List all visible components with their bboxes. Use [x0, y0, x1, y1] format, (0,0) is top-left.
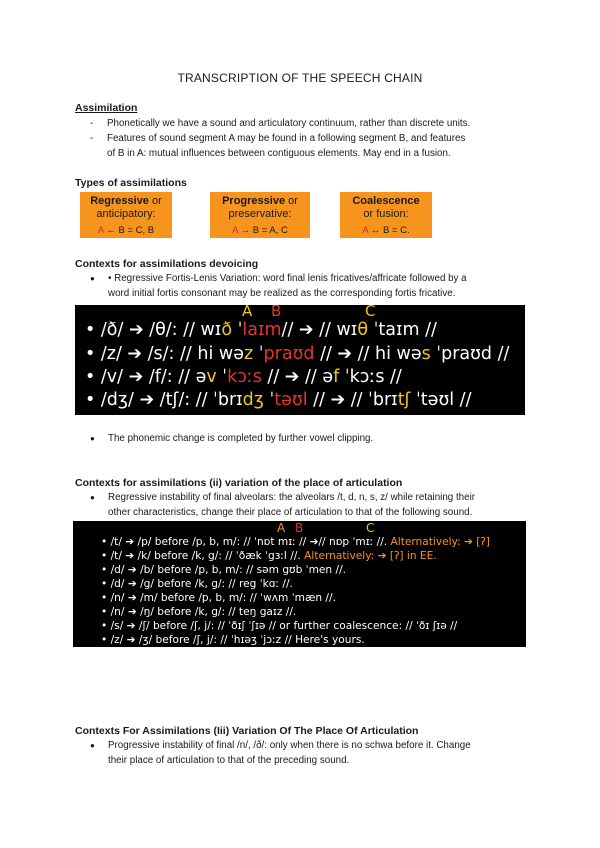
devoicing-line: [85, 344, 509, 364]
devoicing-line: [85, 367, 402, 387]
transcription-segment: laɪm: [242, 320, 282, 340]
box-formula: [80, 224, 172, 237]
devoicing-heading: Contexts for assimilations devoicing: [75, 258, 259, 270]
list-item-text: Progressive instability of final /n/, /ð/: only when there is no schwa before it. Change: [108, 740, 471, 751]
list-item-text: word initial fortis consonant may be realized as the corresponding fortis fricative.: [108, 288, 456, 299]
box-title: Progressive: [222, 195, 286, 207]
transcription-segment: ˈpraʊd //: [430, 344, 510, 364]
letter-b: B: [271, 302, 282, 320]
devoicing-line: [85, 390, 471, 410]
coalescence-box: [340, 192, 432, 238]
place-line: [101, 620, 457, 632]
place-line: [101, 634, 365, 646]
transcription-segment: ˈkɔːs //: [339, 367, 402, 387]
transcription-segment: • /d/ ➔ /b/ before /p, b, m/: // səm gʊb ˈmen //.: [101, 564, 347, 576]
transcription-segment: s: [421, 344, 431, 364]
transcription-segment: θ: [357, 320, 369, 340]
transcription-segment: // ➔ // hi wə: [314, 344, 422, 364]
transcription-segment: ˈ: [253, 344, 264, 364]
box-title-rest: or: [148, 195, 162, 207]
transcription-segment: // ➔ // wɪ: [281, 320, 358, 340]
place-heading: Contexts for assimilations (ii) variation of the place of articulation: [75, 477, 403, 489]
transcription-segment: təʊl: [274, 390, 308, 410]
page-title: TRANSCRIPTION OF THE SPEECH CHAIN: [177, 71, 423, 85]
transcription-segment: • /d/ ➔ /g/ before /k, g/: // reg ˈkɑː //.: [101, 578, 293, 590]
list-item-text: • Regressive Fortis-Lenis Variation: word final lenis fricatives/affricate followed by a: [108, 273, 467, 284]
transcription-segment: kɔːs: [227, 367, 262, 387]
place-line: [101, 536, 490, 548]
dash-marker: -: [90, 118, 94, 129]
transcription-segment: ð: [221, 320, 233, 340]
transcription-segment: dʒ: [242, 390, 264, 410]
transcription-segment: • /n/ ➔ /m/ before /p, b, m/: // ˈwʌm ˈmæn //.: [101, 592, 336, 604]
transcription-segment: ˈ: [263, 390, 275, 410]
place-line: [101, 592, 336, 604]
formula-rest: ↔ B = C.: [368, 225, 410, 236]
place-line: [101, 550, 437, 562]
place-line: [101, 578, 293, 590]
transcription-segment: ˈ: [232, 320, 243, 340]
list-item-text: Phonetically we have a sound and articulatory continuum, rather than discrete units.: [107, 118, 471, 129]
transcription-segment: Alternatively: ➔ [ʔ] in EE.: [304, 550, 437, 562]
transcription-segment: // ➔ // ə: [261, 367, 334, 387]
bullet-marker: ●: [90, 741, 95, 750]
list-item: [90, 131, 540, 146]
place-line: [101, 564, 346, 576]
transcription-segment: ˈtaɪm //: [368, 320, 437, 340]
list-item-text: other characteristics, change their place of articulation to that of the following sound.: [108, 507, 473, 518]
transcription-segment: z: [243, 344, 254, 364]
transcription-segment: // ➔ // ˈbrɪ: [307, 390, 398, 410]
letter-c: C: [365, 302, 376, 320]
devoicing-line: [85, 320, 437, 340]
devoicing-bullet-2: [90, 431, 540, 446]
list-item: [90, 116, 540, 131]
box-title: Coalescence: [352, 195, 420, 207]
place-line: [101, 606, 296, 618]
box-title-rest: or: [285, 195, 298, 207]
box-subtitle: or fusion:: [363, 208, 409, 220]
transcription-segment: Alternatively: ➔ [ʔ]: [390, 536, 490, 548]
transcription-segment: • /z/ ➔ /ʒ/ before /ʃ, j/: // ˈhɪəʒ ˈjɔːz // Here's yours.: [101, 634, 365, 646]
formula-a: A: [97, 225, 104, 236]
bullet-marker: ●: [90, 434, 95, 443]
regressive-box: [80, 192, 172, 238]
progressive-box: [210, 192, 310, 238]
letter-a: A: [242, 302, 253, 320]
place-bullet: [90, 490, 540, 520]
progressive-bullet: [90, 738, 540, 768]
transcription-segment: • /z/ ➔ /s/: // hi wə: [85, 344, 244, 364]
box-subtitle: preservative:: [228, 208, 292, 220]
list-item-text: The phonemic change is completed by further vowel clipping.: [108, 433, 374, 444]
list-item-text: of B in A: mutual influences between contiguous elements. May end in a fusion.: [107, 148, 451, 159]
devoicing-slide: [75, 302, 525, 415]
transcription-segment: ˈtəʊl //: [410, 390, 472, 410]
list-item-text: Regressive instability of final alveolars: the alveolars /t, d, n, s, z/ while retaining their: [108, 492, 476, 503]
transcription-segment: tʃ: [397, 390, 411, 410]
transcription-segment: • /ð/ ➔ /θ/: // wɪ: [85, 320, 222, 340]
box-formula: [340, 224, 432, 237]
letter-a: A: [277, 521, 286, 535]
bullet-marker: ●: [90, 493, 95, 502]
formula-a: A: [232, 225, 238, 236]
transcription-segment: praʊd: [263, 344, 315, 364]
devoicing-bullet: [90, 271, 540, 301]
progressive-heading: Contexts For Assimilations (Iii) Variation Of The Place Of Articulation: [75, 725, 419, 737]
list-item-text: Features of sound segment A may be found in a following segment B, and features: [107, 133, 466, 144]
transcription-segment: • /s/ ➔ /ʃ/ before /ʃ, j/: // ˈðɪʃ ˈʃɪə // or further coalescence: // ˈðɪ ʃɪə //: [101, 620, 458, 632]
box-title: Regressive: [90, 195, 149, 207]
box-formula: [210, 224, 310, 237]
list-item-text: their place of articulation to that of the preceding sound.: [108, 755, 350, 766]
transcription-segment: • /t/ ➔ /p/ before /p, b, m/: // ˈnɒt mɪː // ➔// nɒp ˈmɪː //.: [101, 536, 391, 548]
transcription-segment: • /t/ ➔ /k/ before /k, g/: // ˈðæk ˈgɜːl //.: [101, 550, 305, 562]
bullet-marker: ●: [90, 274, 95, 283]
formula-rest: → B = A, C: [237, 225, 288, 236]
letter-b: B: [295, 521, 304, 535]
transcription-segment: v: [206, 367, 217, 387]
transcription-segment: • /dʒ/ ➔ /tʃ/: // ˈbrɪ: [85, 390, 243, 410]
transcription-segment: ˈ: [216, 367, 228, 387]
box-subtitle: anticipatory:: [96, 208, 156, 220]
place-slide: [73, 521, 526, 647]
formula-a: A: [362, 225, 369, 236]
dash-marker: -: [90, 133, 94, 144]
assimilation-list: [90, 116, 540, 161]
letter-c: C: [366, 521, 375, 535]
transcription-segment: • /n/ ➔ /ŋ/ before /k, g/: // teŋ gaɪz //.: [101, 606, 297, 618]
transcription-segment: • /v/ ➔ /f/: // ə: [85, 367, 207, 387]
assimilation-heading: Assimilation: [75, 102, 138, 114]
list-item-continuation: [90, 146, 540, 161]
transcription-segment: f: [333, 367, 340, 387]
formula-rest: ← B = C, B: [103, 225, 155, 236]
types-heading: Types of assimilations: [75, 177, 187, 189]
